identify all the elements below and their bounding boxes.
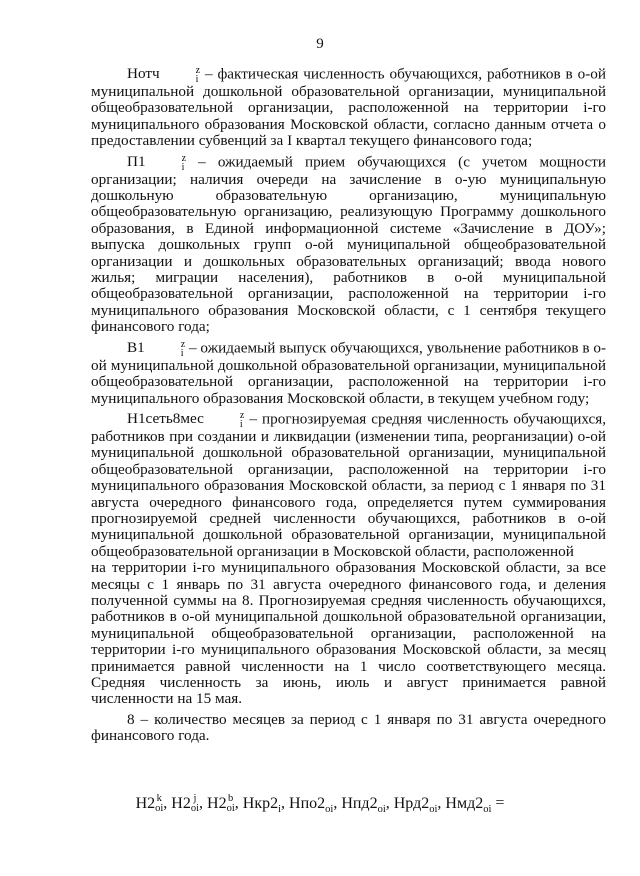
continuation-paragraph: на территории i-го муниципального образования Московской области, за все месяцы с 1 январь по 31 августа очередного финансового года, и деления полученной суммы на 8. Прогнозируемая средняя численность обучающихся, работников в о-ой муниципальной дошкольной образовательной организации, муниципальной общеобразовательной организации, расположенной на территории i-го муниципального образования Московской области, за месяц принимается равной численности на 1 число соответствующего месяца. Средняя численность за июнь, июль и август принимается равной численности на 15 мая. (91, 559, 606, 708)
formula-term: Н2 b oi (207, 793, 235, 814)
formula-term: $Нмд2_{oi}$ (445, 794, 492, 815)
formula-term: Н2 k oi (135, 793, 164, 814)
definition-paragraph: П1 z i – ожидаемый прием обучающихся (с учетом мощности организации; наличия очереди на зачисление в о-ую муниципальную дошкольную образовательную организацию, муниципальную общеобразовательную организацию, реализующую Программу дошкольного образования, в Единой информационной системе «Зачисление в ДОУ»; выпуска дошкольных групп о-ой муниципальной общеобразовательной организации и дошкольных образовательных организаций; ввода нового жилья; миграции населения), работников в о-ой муниципальной общеобразовательной организации, расположенной на территории i-го муниципального образования Московской области, с 1 сентября текущего финансового года; (91, 152, 606, 336)
variable-symbol: В1 z i (127, 338, 186, 359)
document-body (91, 66, 606, 745)
variable-symbol: П1 z i (127, 152, 187, 173)
formula-term: $Нпд2_{oi}$ (341, 794, 386, 815)
variable-symbol: Нотч z i (127, 65, 201, 85)
formula-line: Н2 k oi , Н2 j oi , Н2 b oi , $Нкр2_i$, $Нпо2_{oi}$, $Нпд2_{oi}$, $Нрд2_{oi}$, $Нмд2_{oi}$ = (135, 793, 505, 815)
formula-term: $Нкр2_i$ (242, 794, 282, 815)
definition-paragraph: Н1сеть8мес z i – прогнозируемая средняя численность обучающихся, работников при создании и ликвидации (изменении типа, реорганизации) о-ой муниципальной дошкольной образовательной организации, муниципальной общеобразовательной организации, расположенной на территории i-го муниципального образования Московской области, за период с 1 января по 31 августа очередного финансового года, определяется путем суммирования прогнозируемой средней численности обучающихся, работников в о-ой муниципальной дошкольной образовательной организации, муниципальной общеобразовательной организации в Московской области, расположенной (91, 409, 606, 560)
formula-term: Н2 j oi (171, 793, 200, 814)
equals-sign: = (491, 794, 505, 812)
definition-paragraph: В1 z i – ожидаемый выпуск обучающихся, увольнение работников в о-ой муниципальной дошкольной образовательной организации, муниципальной общеобразовательной организации, расположенной на территории i-го муниципального образования Московской области, в текущем учебном году; (91, 338, 606, 407)
formula-term: $Нрд2_{oi}$ (393, 794, 438, 815)
formula-term: $Нпо2_{oi}$ (289, 794, 334, 815)
months-note-paragraph: 8 – количество месяцев за период с 1 января по 31 августа очередного финансового года. (91, 710, 606, 745)
definition-paragraph: Нотч z i – фактическая численность обучающихся, работников в о-ой муниципальной дошкольной образовательной организации, муниципальной общеобразовательной организации, расположенной на территории i-го муниципального образования Московской области, согласно данным отчета о предоставлении субвенций за I квартал текущего финансового года; (91, 65, 606, 150)
page-number: 9 (316, 36, 324, 52)
variable-symbol: Н1сеть8мес z i (127, 409, 245, 430)
